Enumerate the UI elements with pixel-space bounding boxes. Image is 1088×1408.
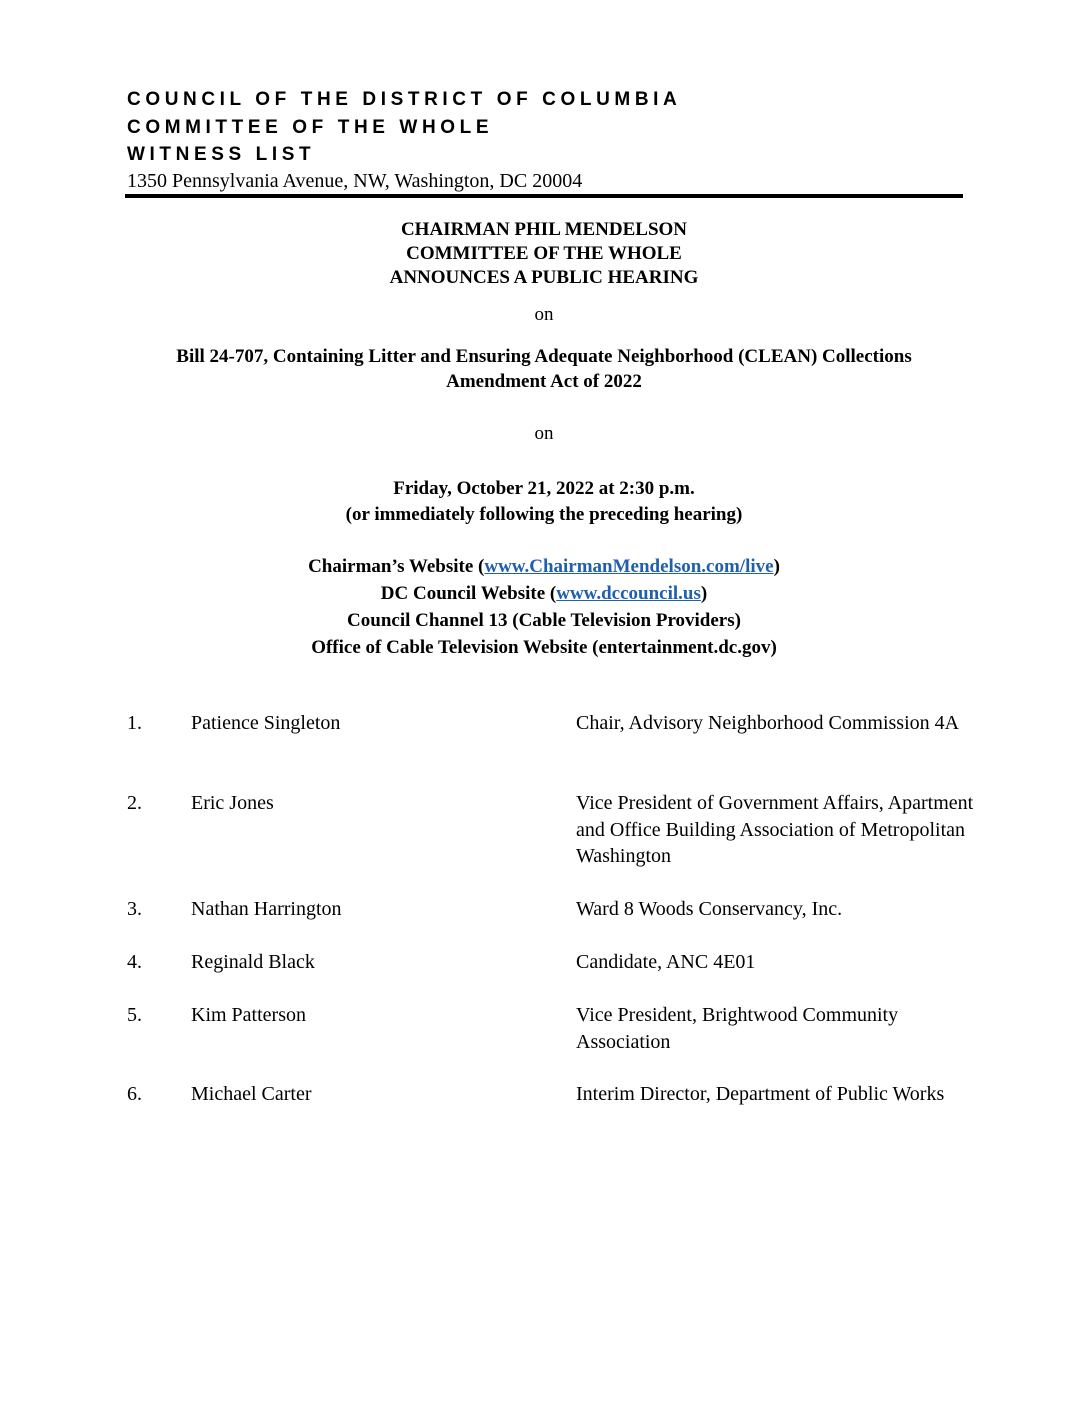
witness-number: 4. (127, 951, 142, 973)
letterhead (127, 86, 681, 169)
announcement-chairman: CHAIRMAN PHIL MENDELSON (400, 219, 688, 240)
viewing-options (125, 553, 963, 661)
bill-title-line2: Amendment Act of 2022 (446, 371, 642, 392)
witness-name: Kim Patterson (191, 1004, 306, 1026)
witness-name: Nathan Harrington (191, 898, 342, 920)
chairman-website-label: Chairman’s Website ( (308, 556, 485, 577)
close-paren: ) (700, 583, 708, 604)
witness-name: Reginald Black (191, 951, 315, 973)
witness-name: Eric Jones (191, 792, 274, 814)
council-channel: Council Channel 13 (Cable Television Providers) (347, 610, 741, 631)
witness-number: 6. (127, 1083, 142, 1105)
witness-number: 5. (127, 1004, 142, 1026)
chairman-website-link[interactable]: www.ChairmanMendelson.com/live (484, 556, 774, 577)
witness-title: Interim Director, Department of Public Works (576, 1083, 945, 1105)
witness-name: Michael Carter (191, 1083, 312, 1105)
on-text-2: on (534, 423, 554, 444)
announcement-committee: COMMITTEE OF THE WHOLE (406, 243, 682, 264)
council-website-line (125, 580, 963, 607)
letterhead-address: 1350 Pennsylvania Avenue, NW, Washington, DC 20004 (127, 170, 583, 192)
header-divider (125, 194, 963, 198)
hearing-schedule (125, 476, 963, 528)
letterhead-witness-list: WITNESS LIST (127, 144, 316, 165)
on-text: on (534, 304, 554, 325)
hearing-date: Friday, October 21, 2022 at 2:30 p.m. (393, 478, 695, 499)
chairman-website-line (125, 553, 963, 580)
witness-title: Candidate, ANC 4E01 (576, 951, 756, 973)
announcement-heading (125, 218, 963, 290)
witness-number: 1. (127, 712, 142, 734)
letterhead-committee: COMMITTEE OF THE WHOLE (127, 116, 494, 138)
bill-title-line1: Bill 24-707, Containing Litter and Ensuring Adequate Neighborhood (CLEAN) Collections (176, 346, 912, 367)
hearing-note: (or immediately following the preceding hearing) (345, 504, 743, 525)
witness-number: 2. (127, 792, 142, 814)
witness-title: Vice President, Brightwood Community Association (576, 1004, 899, 1053)
council-website-link[interactable]: www.dccouncil.us (556, 583, 701, 604)
announcement-hearing: ANNOUNCES A PUBLIC HEARING (389, 267, 699, 288)
witness-title: Ward 8 Woods Conservancy, Inc. (576, 898, 843, 920)
witness-title: Chair, Advisory Neighborhood Commission 4A (576, 712, 960, 734)
letterhead-council: COUNCIL OF THE DISTRICT OF COLUMBIA (127, 89, 682, 110)
witness-number: 3. (127, 898, 142, 920)
cable-website: Office of Cable Television Website (entertainment.dc.gov) (311, 637, 777, 658)
witness-name: Patience Singleton (191, 712, 341, 734)
bill-title (125, 344, 963, 394)
council-website-label: DC Council Website ( (380, 583, 557, 604)
close-paren: ) (773, 556, 780, 577)
witness-title: Vice President of Government Affairs, Apartment and Office Building Association of Metropolitan Washington (576, 792, 974, 867)
